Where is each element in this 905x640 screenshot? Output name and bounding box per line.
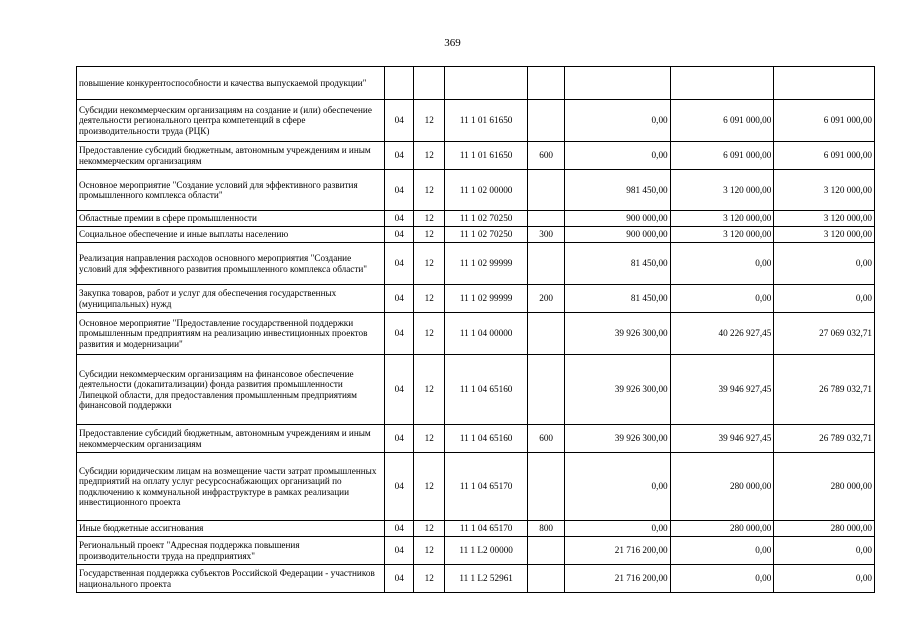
cell-expense-type (528, 565, 565, 593)
cell-sum-2: 6 091 000,00 (670, 142, 774, 170)
cell-sum-1: 0,00 (564, 142, 670, 170)
cell-sum-2: 3 120 000,00 (670, 170, 774, 211)
cell-target-article: 11 1 L2 00000 (444, 537, 527, 565)
cell-expense-type (528, 355, 565, 425)
cell-target-article: 11 1 L2 52961 (444, 565, 527, 593)
table-row (77, 100, 875, 142)
cell-sum-3 (774, 67, 875, 100)
cell-expense-type (528, 537, 565, 565)
cell-expense-type: 300 (528, 227, 565, 243)
cell-ministry-code: 04 (385, 142, 414, 170)
cell-name: Субсидии некоммерческим организациям на финансовое обеспечение деятельности (докапитализации) фонда развития промышленности Липецкой области, для предоставления промышленным предприятиям финансовой поддержки (77, 355, 385, 425)
cell-sum-3: 0,00 (774, 565, 875, 593)
cell-sum-1: 900 000,00 (564, 227, 670, 243)
cell-sum-1: 39 926 300,00 (564, 355, 670, 425)
cell-target-article: 11 1 02 99999 (444, 285, 527, 313)
cell-name: Предоставление субсидий бюджетным, автономным учреждениям и иным некоммерческим организациям (77, 142, 385, 170)
cell-section-code: 12 (414, 170, 444, 211)
cell-section-code: 12 (414, 565, 444, 593)
cell-sum-1: 81 450,00 (564, 285, 670, 313)
cell-sum-2: 280 000,00 (670, 453, 774, 521)
cell-section-code: 12 (414, 453, 444, 521)
table-body (77, 67, 875, 593)
cell-section-code: 12 (414, 227, 444, 243)
cell-sum-1: 39 926 300,00 (564, 313, 670, 355)
cell-section-code: 12 (414, 313, 444, 355)
table-row (77, 142, 875, 170)
cell-sum-1: 900 000,00 (564, 211, 670, 227)
cell-sum-1: 0,00 (564, 521, 670, 537)
cell-sum-2: 0,00 (670, 565, 774, 593)
cell-expense-type (528, 100, 565, 142)
cell-sum-2: 39 946 927,45 (670, 355, 774, 425)
cell-target-article: 11 1 04 65160 (444, 355, 527, 425)
cell-name: Государственная поддержка субъектов Российской Федерации - участников национального проекта (77, 565, 385, 593)
cell-target-article: 11 1 04 65160 (444, 425, 527, 453)
cell-sum-3: 26 789 032,71 (774, 425, 875, 453)
cell-sum-3: 3 120 000,00 (774, 211, 875, 227)
cell-ministry-code: 04 (385, 453, 414, 521)
cell-sum-1: 81 450,00 (564, 243, 670, 285)
cell-sum-2: 3 120 000,00 (670, 227, 774, 243)
cell-sum-2: 0,00 (670, 285, 774, 313)
cell-expense-type (528, 313, 565, 355)
cell-section-code: 12 (414, 285, 444, 313)
table-row (77, 453, 875, 521)
cell-target-article: 11 1 04 00000 (444, 313, 527, 355)
cell-name: Областные премии в сфере промышленности (77, 211, 385, 227)
cell-sum-3: 280 000,00 (774, 521, 875, 537)
cell-ministry-code: 04 (385, 170, 414, 211)
cell-target-article: 11 1 01 61650 (444, 100, 527, 142)
cell-section-code (414, 67, 444, 100)
cell-expense-type (528, 453, 565, 521)
cell-section-code: 12 (414, 537, 444, 565)
cell-section-code: 12 (414, 521, 444, 537)
cell-name: Субсидии некоммерческим организациям на создание и (или) обеспечение деятельности регионального центра компетенций в сфере производительности труда (РЦК) (77, 100, 385, 142)
cell-name: Основное мероприятие "Создание условий для эффективного развития промышленного комплекса области" (77, 170, 385, 211)
table-row (77, 243, 875, 285)
cell-sum-3: 3 120 000,00 (774, 227, 875, 243)
cell-section-code: 12 (414, 211, 444, 227)
table-row (77, 537, 875, 565)
table-row (77, 285, 875, 313)
cell-name: Реализация направления расходов основного мероприятия "Создание условий для эффективного развития промышленного комплекса области" (77, 243, 385, 285)
table-row (77, 211, 875, 227)
cell-sum-2 (670, 67, 774, 100)
cell-expense-type (528, 211, 565, 227)
cell-ministry-code: 04 (385, 243, 414, 285)
cell-ministry-code: 04 (385, 537, 414, 565)
cell-sum-1: 21 716 200,00 (564, 565, 670, 593)
cell-sum-2: 280 000,00 (670, 521, 774, 537)
cell-sum-3: 6 091 000,00 (774, 100, 875, 142)
cell-sum-3: 0,00 (774, 285, 875, 313)
cell-sum-2: 0,00 (670, 243, 774, 285)
cell-target-article: 11 1 04 65170 (444, 453, 527, 521)
table-row (77, 170, 875, 211)
cell-target-article: 11 1 02 70250 (444, 211, 527, 227)
cell-sum-1: 21 716 200,00 (564, 537, 670, 565)
cell-ministry-code (385, 67, 414, 100)
cell-ministry-code: 04 (385, 100, 414, 142)
cell-expense-type: 800 (528, 521, 565, 537)
cell-name: Основное мероприятие "Предоставление государственной поддержки промышленным предприятиям на реализацию инвестиционных проектов развития и модернизации" (77, 313, 385, 355)
cell-expense-type: 600 (528, 142, 565, 170)
budget-table (76, 66, 875, 593)
cell-sum-3: 27 069 032,71 (774, 313, 875, 355)
cell-sum-2: 6 091 000,00 (670, 100, 774, 142)
cell-sum-1: 0,00 (564, 453, 670, 521)
table-row (77, 313, 875, 355)
cell-target-article: 11 1 02 70250 (444, 227, 527, 243)
cell-expense-type (528, 243, 565, 285)
cell-section-code: 12 (414, 355, 444, 425)
table-row (77, 227, 875, 243)
cell-name: Иные бюджетные ассигнования (77, 521, 385, 537)
cell-name: Социальное обеспечение и иные выплаты населению (77, 227, 385, 243)
cell-name: Предоставление субсидий бюджетным, автономным учреждениям и иным некоммерческим организациям (77, 425, 385, 453)
cell-target-article: 11 1 01 61650 (444, 142, 527, 170)
table-row (77, 565, 875, 593)
cell-ministry-code: 04 (385, 355, 414, 425)
cell-sum-3: 0,00 (774, 537, 875, 565)
cell-ministry-code: 04 (385, 211, 414, 227)
cell-section-code: 12 (414, 100, 444, 142)
cell-sum-2: 40 226 927,45 (670, 313, 774, 355)
cell-name: повышение конкурентоспособности и качества выпускаемой продукции" (77, 67, 385, 100)
table-row (77, 425, 875, 453)
cell-section-code: 12 (414, 142, 444, 170)
cell-target-article: 11 1 02 99999 (444, 243, 527, 285)
cell-sum-3: 0,00 (774, 243, 875, 285)
cell-sum-1 (564, 67, 670, 100)
cell-sum-3: 3 120 000,00 (774, 170, 875, 211)
cell-name: Закупка товаров, работ и услуг для обеспечения государственных (муниципальных) нужд (77, 285, 385, 313)
cell-ministry-code: 04 (385, 285, 414, 313)
cell-expense-type: 200 (528, 285, 565, 313)
cell-sum-2: 3 120 000,00 (670, 211, 774, 227)
cell-sum-1: 0,00 (564, 100, 670, 142)
cell-expense-type (528, 67, 565, 100)
cell-expense-type: 600 (528, 425, 565, 453)
cell-ministry-code: 04 (385, 425, 414, 453)
cell-ministry-code: 04 (385, 313, 414, 355)
cell-sum-3: 26 789 032,71 (774, 355, 875, 425)
cell-sum-1: 981 450,00 (564, 170, 670, 211)
cell-ministry-code: 04 (385, 521, 414, 537)
cell-target-article: 11 1 04 65170 (444, 521, 527, 537)
cell-ministry-code: 04 (385, 565, 414, 593)
cell-sum-3: 280 000,00 (774, 453, 875, 521)
cell-sum-3: 6 091 000,00 (774, 142, 875, 170)
table-row (77, 521, 875, 537)
cell-target-article: 11 1 02 00000 (444, 170, 527, 211)
cell-sum-2: 0,00 (670, 537, 774, 565)
table-row (77, 67, 875, 100)
cell-section-code: 12 (414, 243, 444, 285)
cell-target-article (444, 67, 527, 100)
cell-ministry-code: 04 (385, 227, 414, 243)
cell-expense-type (528, 170, 565, 211)
table-row (77, 355, 875, 425)
cell-name: Субсидии юридическим лицам на возмещение части затрат промышленных предприятий на оплату услуг ресурсоснабжающих организаций по подключению к коммунальной инфраструктуре в рамках реализации инвестиционного проекта (77, 453, 385, 521)
cell-section-code: 12 (414, 425, 444, 453)
cell-sum-1: 39 926 300,00 (564, 425, 670, 453)
cell-name: Региональный проект "Адресная поддержка повышения производительности труда на предприятиях" (77, 537, 385, 565)
page-number: 369 (444, 37, 461, 49)
cell-sum-2: 39 946 927,45 (670, 425, 774, 453)
